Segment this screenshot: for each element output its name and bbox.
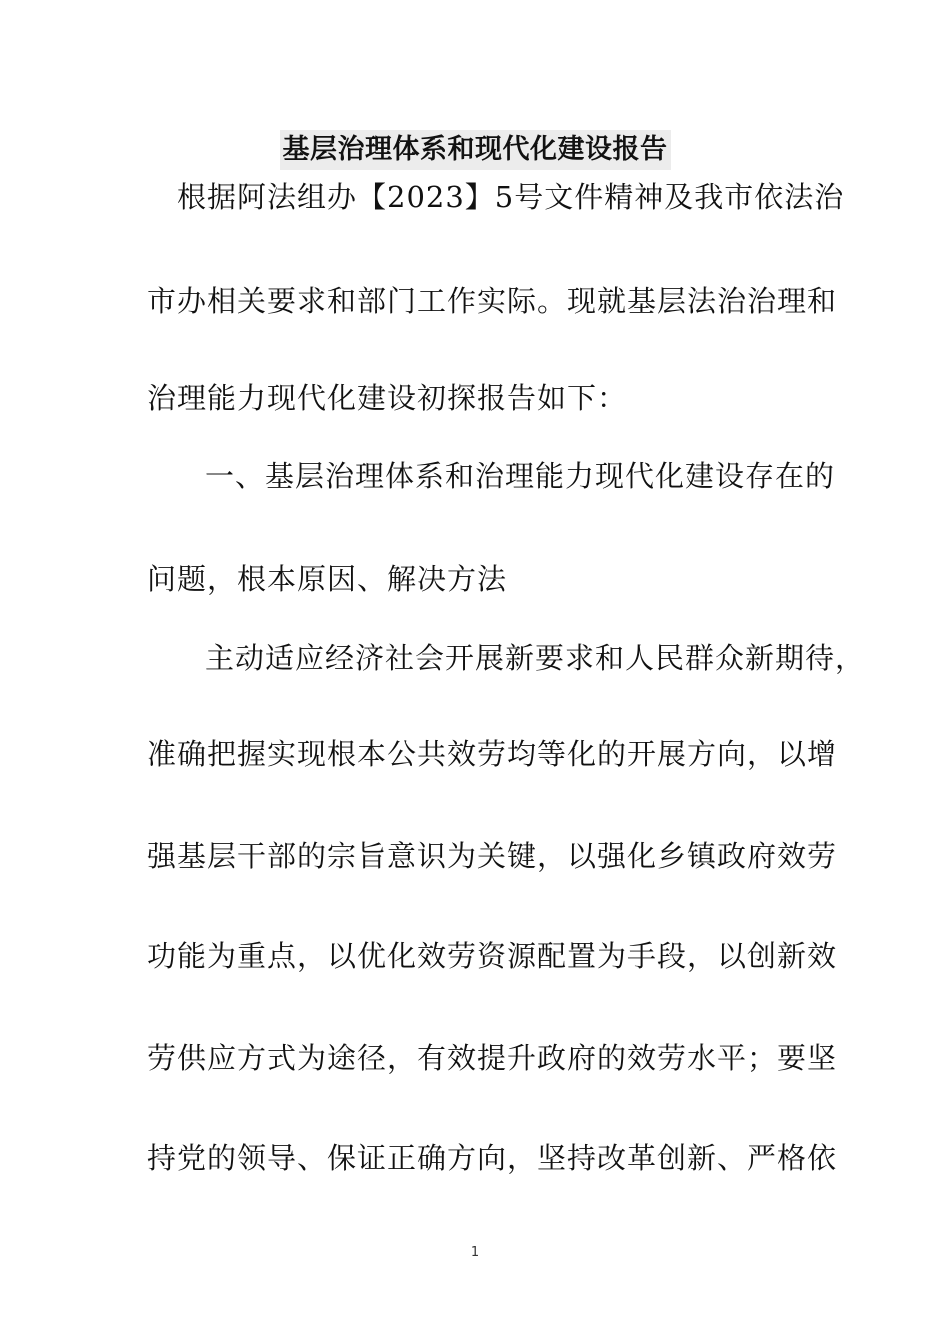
paragraph-line: 市办相关要求和部门工作实际。现就基层法治治理和 xyxy=(147,284,838,318)
document-title xyxy=(0,130,950,173)
paragraph-line: 强基层干部的宗旨意识为关键，以强化乡镇政府效劳 xyxy=(147,839,838,873)
paragraph-line: 劳供应方式为途径，有效提升政府的效劳水平；要坚 xyxy=(147,1041,838,1075)
paragraph-line: 根据阿法组办【2023】5号文件精神及我市依法治 xyxy=(177,180,845,214)
section-heading-line: 问题，根本原因、解决方法 xyxy=(147,562,508,596)
paragraph-line: 功能为重点，以优化效劳资源配置为手段，以创新效 xyxy=(147,939,838,973)
paragraph-line: 治理能力现代化建设初探报告如下： xyxy=(147,381,628,415)
paragraph-line: 主动适应经济社会开展新要求和人民群众新期待， xyxy=(205,641,866,675)
paragraph-line: 准确把握实现根本公共效劳均等化的开展方向，以增 xyxy=(147,737,838,771)
paragraph-line: 持党的领导、保证正确方向，坚持改革创新、严格依 xyxy=(147,1141,838,1175)
title-text: 基层治理体系和现代化建设报告 xyxy=(280,130,671,170)
page-number: 1 xyxy=(470,1245,480,1260)
section-heading-line: 一、基层治理体系和治理能力现代化建设存在的 xyxy=(205,459,836,493)
